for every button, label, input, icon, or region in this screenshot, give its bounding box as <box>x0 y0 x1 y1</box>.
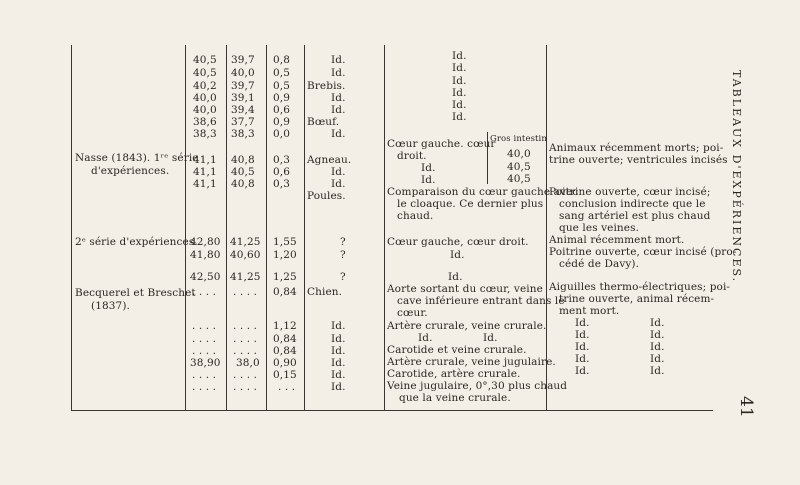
col3-cell: 40,0 <box>231 67 255 79</box>
col5-cell: Id. <box>331 92 346 104</box>
col3-cell: 37,7 <box>231 116 255 128</box>
col7-id: Id. <box>650 329 665 341</box>
col5-cell: Id. <box>331 67 346 79</box>
table-left-border <box>71 45 72 410</box>
col5-cell: Id. <box>331 128 346 140</box>
col4-cell: 0,9 <box>273 92 290 104</box>
col3-cell: 41,25 <box>230 236 261 248</box>
page-number: 41 <box>736 396 756 418</box>
col5-cell: Poules. <box>307 190 346 202</box>
col2-cell: 38,90 <box>190 357 221 369</box>
col2-cell: 40,0 <box>193 92 217 104</box>
col7-id: Id. <box>575 341 590 353</box>
column-rule-4 <box>304 45 305 410</box>
col7-id: Id. <box>650 365 665 377</box>
col3-cell: 38,3 <box>231 128 255 140</box>
col5-cell: Brebis. <box>307 80 346 92</box>
col6-gros-intestin-header: Gros intestin <box>490 134 547 144</box>
source-becquerel-line2: (1837). <box>91 300 130 312</box>
source-serie2: 2ᵉ série d'expériences. <box>75 236 198 248</box>
col2-cell: 42,80 <box>190 236 221 248</box>
col6-id: Id. <box>452 75 467 87</box>
col4-cell: 1,12 <box>273 320 297 332</box>
col2-cell: . . . . <box>192 345 217 357</box>
col3-cell: 39,7 <box>231 54 255 66</box>
col7-id: Id. <box>650 353 665 365</box>
col3-cell: 41,25 <box>230 271 261 283</box>
col5-cell: Bœuf. <box>307 116 340 128</box>
col6-id-before-aorte: Id. <box>448 271 463 283</box>
col4-cell: 0,84 <box>273 333 297 345</box>
col6-artere: Id. <box>483 332 498 344</box>
col6-aorte: cœur. <box>397 307 428 319</box>
col7-id: Id. <box>650 341 665 353</box>
col3-cell: 39,7 <box>231 80 255 92</box>
col2-cell: . . . . <box>192 333 217 345</box>
column-rule-5 <box>384 45 385 410</box>
col2-cell: 40,2 <box>193 80 217 92</box>
col6-artere: Carotide et veine crurale. <box>387 344 527 356</box>
col7-animaux: Animaux récemment morts; poi- <box>549 142 724 154</box>
col7-id: Id. <box>575 365 590 377</box>
col5-cell: Id. <box>331 345 346 357</box>
col4-cell: 0,90 <box>273 357 297 369</box>
col6-gros-intestin-value: 40,5 <box>507 173 531 185</box>
col2-cell: 40,5 <box>193 67 217 79</box>
col7-id: Id. <box>650 317 665 329</box>
col5-cell: ? <box>340 249 346 261</box>
col7-poitrine: que les veines. <box>559 222 640 234</box>
col3-cell: . . . . <box>233 320 258 332</box>
col4-cell: 1,25 <box>273 271 297 283</box>
col6-coeur-line1: Cœur gauche. cœur <box>387 138 496 150</box>
col6-aorte: Aorte sortant du cœur, veine <box>387 283 543 295</box>
col7-poitrine: conclusion indirecte que le <box>559 198 706 210</box>
col6-coeur-id: Id. <box>421 162 436 174</box>
col3-cell: . . . . <box>233 369 258 381</box>
col2-cell: 41,1 <box>193 154 217 166</box>
col5-cell: Id. <box>331 178 346 190</box>
col6-artere: Veine jugulaire, 0°,30 plus chaud <box>387 380 568 392</box>
col4-cell: 0,3 <box>273 154 290 166</box>
col6-artere: Id. <box>418 332 433 344</box>
col7-poitrine: sang artériel est plus chaud <box>559 210 711 222</box>
source-nasse-line1: Nasse (1843). 1ʳᵉ série <box>75 152 199 164</box>
column-rule-1 <box>185 45 186 410</box>
col4-cell: 0,15 <box>273 369 297 381</box>
col3-cell: . . . . <box>233 381 258 393</box>
col3-cell: . . . . <box>233 333 258 345</box>
col3-cell: . . . . <box>233 286 258 298</box>
col5-cell: ? <box>340 236 346 248</box>
col6-cloaque: chaud. <box>397 210 434 222</box>
col2-cell: 40,5 <box>193 54 217 66</box>
source-becquerel-line1: Becquerel et Breschet <box>75 287 196 299</box>
col6-gros-intestin-value: 40,0 <box>507 148 531 160</box>
col5-cell: ? <box>340 271 346 283</box>
col6-artere: Artère crurale, veine crurale. <box>387 320 547 332</box>
col5-cell: Id. <box>331 357 346 369</box>
col2-cell: 41,1 <box>193 166 217 178</box>
col3-cell: . . . . <box>233 345 258 357</box>
col4-cell: 0,0 <box>273 128 290 140</box>
table-bottom-border <box>71 410 713 411</box>
col4-cell: 0,5 <box>273 67 290 79</box>
col3-cell: 40,5 <box>231 166 255 178</box>
col6-cloaque: Comparaison du cœur gauche avec <box>387 186 579 198</box>
col4-cell: . . . <box>278 381 296 393</box>
col7-davy: cédé de Davy). <box>559 258 640 270</box>
col3-cell: 40,8 <box>231 154 255 166</box>
col6-artere: Carotide, artère crurale. <box>387 368 521 380</box>
col5-cell: Id. <box>331 333 346 345</box>
col4-cell: 1,55 <box>273 236 297 248</box>
col2-cell: 41,80 <box>190 249 221 261</box>
column-rule-2 <box>226 45 227 410</box>
col4-cell: 0,5 <box>273 80 290 92</box>
col5-cell: Id. <box>331 381 346 393</box>
col5-cell: Chien. <box>307 286 343 298</box>
col6-id: Id. <box>452 111 467 123</box>
col4-cell: 1,20 <box>273 249 297 261</box>
col3-cell: 40,60 <box>230 249 261 261</box>
col2-cell: 41,1 <box>193 178 217 190</box>
col7-davy: Poitrine ouverte, cœur incisé (pro- <box>549 246 737 258</box>
col6-id: Id. <box>452 62 467 74</box>
col3-cell: 40,8 <box>231 178 255 190</box>
column-rule-3 <box>266 45 267 410</box>
col2-cell: . . . . <box>192 381 217 393</box>
col5-cell: Id. <box>331 369 346 381</box>
col2-cell: 38,6 <box>193 116 217 128</box>
col6-id: Id. <box>452 99 467 111</box>
col7-id: Id. <box>575 329 590 341</box>
col5-cell: Id. <box>331 320 346 332</box>
col4-cell: 0,8 <box>273 54 290 66</box>
col2-cell: . . . . <box>192 369 217 381</box>
col6-cloaque: le cloaque. Ce dernier plus <box>397 198 544 210</box>
col7-id: Id. <box>575 317 590 329</box>
col6-artere: que la veine crurale. <box>399 392 511 404</box>
col2-cell: 40,0 <box>193 104 217 116</box>
col4-cell: 0,84 <box>273 286 297 298</box>
col4-cell: 0,9 <box>273 116 290 128</box>
col6-cg-droit: Cœur gauche, cœur droit. <box>387 236 529 248</box>
col4-cell: 0,3 <box>273 178 290 190</box>
col2-cell: 42,50 <box>190 271 221 283</box>
col5-cell: Id. <box>331 54 346 66</box>
col6-artere: Artère crurale, veine jugulaire. <box>387 356 556 368</box>
col5-cell: Agneau. <box>307 154 352 166</box>
col7-animaux: trine ouverte; ventricules incisés <box>549 154 728 166</box>
col6-cg-droit-id: Id. <box>450 249 465 261</box>
col4-cell: 0,6 <box>273 166 290 178</box>
col6-coeur-id: Id. <box>421 174 436 186</box>
running-head: TABLEAUX D'EXPÉRIENCES. <box>730 70 743 284</box>
col2-cell: 38,3 <box>193 128 217 140</box>
col5-cell: Id. <box>331 104 346 116</box>
col3-cell: 38,0 <box>236 357 260 369</box>
col3-cell: 39,4 <box>231 104 255 116</box>
col7-poitrine: Poitrine ouverte, cœur incisé; <box>549 186 711 198</box>
col6-gros-intestin-value: 40,5 <box>507 161 531 173</box>
col4-cell: 0,6 <box>273 104 290 116</box>
col4-cell: 0,84 <box>273 345 297 357</box>
col3-cell: 39,1 <box>231 92 255 104</box>
col6-aorte: cave inférieure entrant dans le <box>397 295 565 307</box>
source-nasse-line2: d'expériences. <box>91 165 170 177</box>
col2-cell: . . . . <box>192 286 217 298</box>
col5-cell: Id. <box>331 166 346 178</box>
col7-animal-recent: Animal récemment mort. <box>549 234 685 246</box>
col6-id: Id. <box>452 50 467 62</box>
col6-coeur-line2: droit. <box>397 150 427 162</box>
col7-id: Id. <box>575 353 590 365</box>
col2-cell: . . . . <box>192 320 217 332</box>
col6-id: Id. <box>452 87 467 99</box>
col7-aiguilles: ment mort. <box>559 305 620 317</box>
col7-aiguilles: trine ouverte, animal récem- <box>559 293 715 305</box>
col7-aiguilles: Aiguilles thermo-électriques; poi- <box>549 281 731 293</box>
